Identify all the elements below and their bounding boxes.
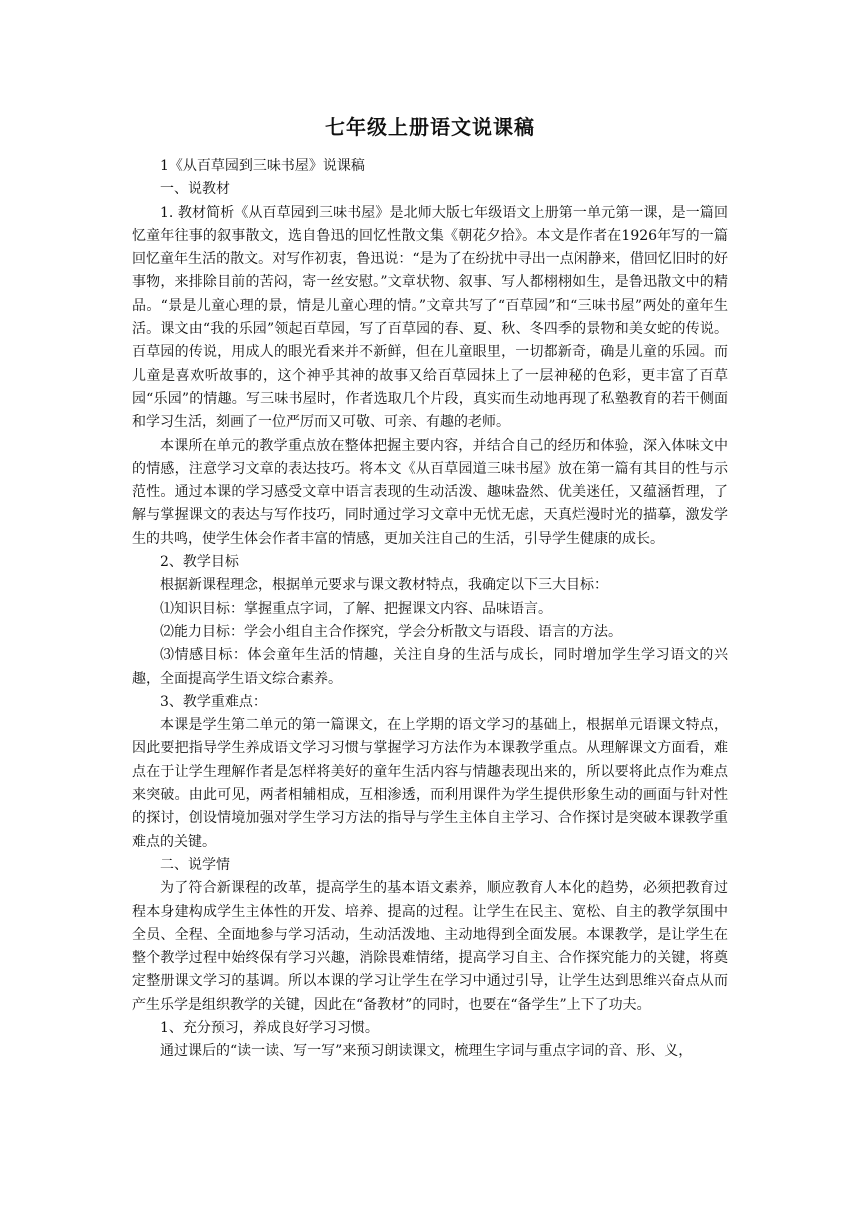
paragraph-preview: 通过课后的“读一读、写一写”来预习朗读课文，梳理生字词与重点字词的音、形、义， xyxy=(160,1043,693,1060)
goal-emotion: ⑶情感目标：体会童年生活的情趣，关注自身的生活与成长，同时增加学生学习语文的兴趣，全面提高学生语文综合素养。 xyxy=(132,647,728,687)
paragraph-student-situation: 为了符合新课程的改革，提高学生的基本语文素养，顺应教育人本化的趋势，必须把教育过程本身建构成学生主体性的开发、培养、提高的过程。让学生在民主、宽松、自主的教学氛围中全员、全程、全面地参与学习活动，生动活泼地、主动地得到全面发展。本课教学，是让学生在整个教学过程中始终保有学习兴趣，消除畏难情绪，提高学习自主、合作探究能力的关键，将奠定整册课文学习的基调。所以本课的学习让学生在学习中通过引导，让学生达到思维兴奋点从而产生乐学是组织教学的关键，因此在“备教材”的同时，也要在“备学生”上下了功夫。 xyxy=(132,880,728,1013)
paragraph-key-difficulties: 本课是学生第二单元的第一篇课文，在上学期的语文学习的基础上，根据单元语课文特点，因此要把指导学生养成语文学习习惯与掌握学习方法作为本课教学重点。从理解课文方面看，难点在于让学生理解作者是怎样将美好的童年生活内容与情趣表现出来的，所以要将此点作为难点来突破。由此可见，两者相辅相成，互相渗透，而利用课件为学生提供形象生动的画面与针对性的探讨，创设情境加强对学生学习方法的指导与学生主体自主学习、合作探讨是突破本课教学重难点的关键。 xyxy=(132,717,728,850)
goal-knowledge: ⑴知识目标：掌握重点字词，了解、把握课文内容、品味语言。 xyxy=(160,600,552,617)
subheading-key-difficulties: 3、教学重难点： xyxy=(160,693,267,710)
goal-ability: ⑵能力目标：学会小组自主合作探究，学会分析散文与语段、语言的方法。 xyxy=(160,623,622,640)
lesson-heading: 1《从百草园到三味书屋》说课稿 xyxy=(160,158,365,174)
paragraph-goals-intro: 根据新课程理念，根据单元要求与课文教材特点，我确定以下三大目标： xyxy=(160,577,608,594)
section-heading-textbook: 一、说教材 xyxy=(160,181,230,198)
paragraph-unit-focus: 本课所在单元的教学重点放在整体把握主要内容，并结合自己的经历和体验，深入体味文中的情感，注意学习文章的表达技巧。将本文《从百草园道三味书屋》放在第一篇有其目的性与示范性。通过本课的学习感受文章中语言表现的生动活泼、趣味盎然、优美迷任，又蕴涵哲理，了解与掌握课文的表达与写作技巧，同时通过学习文章中无忧无虑，天真烂漫时光的描摹，激发学生的共鸣，使学生体会作者丰富的情感，更加关注自己的生活，引导学生健康的成长。 xyxy=(132,437,728,547)
paragraph-textbook-analysis: 1. 教材简析《从百草园到三味书屋》是北师大版七年级语文上册第一单元第一课，是一篇回忆童年往事的叙事散文，选自鲁迅的回忆性散文集《朝花夕拾》。本文是作者在1926年写的一篇回忆童年生活的散文。对写作初衷，鲁迅说：“是为了在纷扰中寻出一点闲静来，借回忆旧时的好事物，来排除目前的苦闷，寄一丝安慰。”文章状物、叙事、写人都栩栩如生，是鲁迅散文中的精品。“景是儿童心理的景，情是儿童心理的情。”文章共写了“百草园”和“三味书屋”两处的童年生活。课文由“我的乐园”领起百草园，写了百草园的春、夏、秋、冬四季的景物和美女蛇的传说。 百草园的传说，用成人的眼光看来并不新鲜，但在儿童眼里，一切都新奇，确是儿童的乐园。而儿童是喜欢听故事的，这个神乎其神的故事又给百草园抹上了一层神秘的色彩，更丰富了百草园“乐园”的情趣。写三味书屋时，作者选取几个片段，真实而生动地再现了私塾教育的若干侧面和学习生活，刻画了一位严厉而又可敬、可亲、有趣的老师。 xyxy=(132,204,728,431)
document-body xyxy=(132,113,728,1064)
section-heading-students: 二、说学情 xyxy=(160,856,230,873)
subheading-teaching-goals: 2、教学目标 xyxy=(160,554,239,571)
subheading-preview: 1、充分预习，养成良好学习习惯。 xyxy=(160,1019,379,1036)
document-title: 七年级上册语文说课稿 xyxy=(325,115,535,139)
